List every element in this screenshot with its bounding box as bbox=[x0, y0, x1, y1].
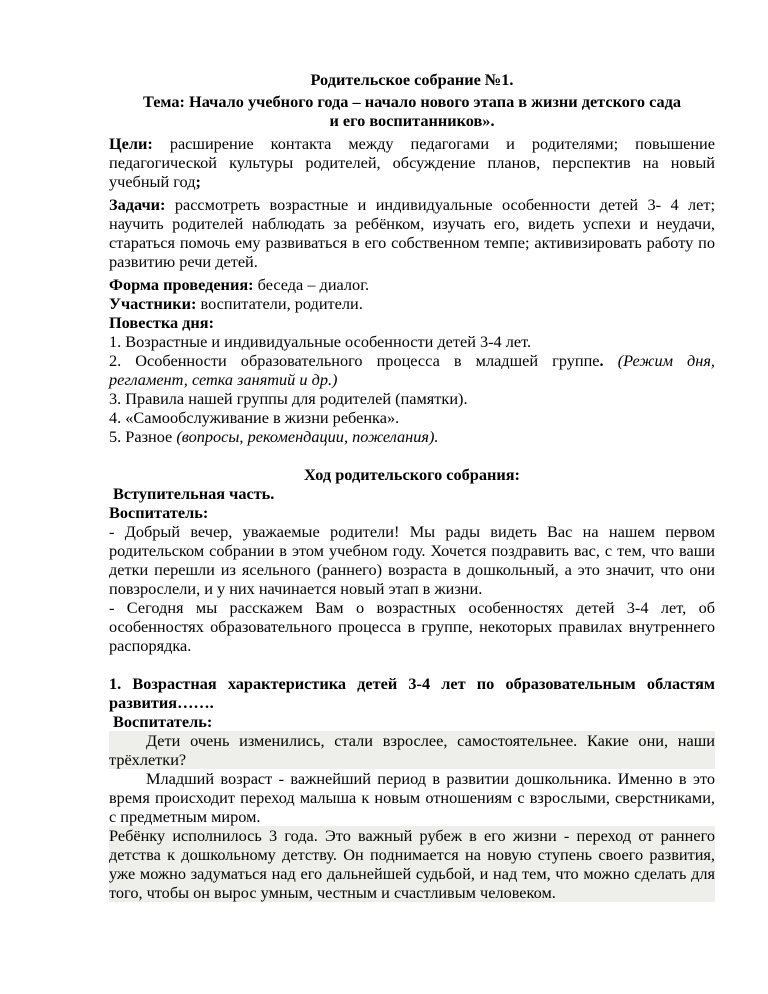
agenda-item-5-text: 5. Разное bbox=[109, 427, 177, 446]
participants-text: воспитатели, родители. bbox=[196, 294, 363, 313]
goals-label: Цели: bbox=[109, 134, 153, 153]
section-1-paragraph-1: Дети очень изменились, стали взрослее, самостоятельнее. Какие они, наши трёхлетки? bbox=[109, 731, 715, 769]
goals-paragraph bbox=[109, 134, 715, 191]
form-text: беседа – диалог. bbox=[253, 275, 370, 294]
intro-heading: Вступительная часть. bbox=[113, 484, 275, 503]
theme-line-1: Тема: Начало учебного года – начало нового этапа в жизни детского сада bbox=[142, 92, 682, 111]
form-label: Форма проведения: bbox=[109, 275, 254, 294]
section-1-paragraph-3: Ребёнку исполнилось 3 года. Это важный рубеж в его жизни - переход от раннего детства к дошкольному детству. Он поднимается на новую ступень своего развития, уже можно задуматься над его дальнейшей судьбой, и над тем, что можно сделать для того, чтобы он вырос умным, честным и счастливым человеком. bbox=[109, 826, 715, 902]
agenda-item-2-dot: . bbox=[599, 351, 604, 370]
participants-paragraph bbox=[109, 294, 715, 313]
section-1-heading: 1. Возрастная характеристика детей 3-4 лет по образовательным областям развития……. bbox=[109, 674, 715, 712]
intro-paragraph-2: - Сегодня мы расскажем Вам о возрастных особенностях детей 3-4 лет, об особенностях образовательного процесса в группе, некоторых правилах внутреннего распорядка. bbox=[109, 598, 715, 655]
theme-line-2: и его воспитанников». bbox=[329, 111, 495, 130]
goals-end: ; bbox=[195, 172, 201, 191]
agenda-item-5 bbox=[109, 427, 715, 446]
agenda-item-2 bbox=[109, 351, 715, 389]
agenda-heading: Повестка дня: bbox=[109, 313, 215, 332]
document-title: Родительское собрание №1. bbox=[310, 70, 514, 89]
speaker-label-2: Воспитатель: bbox=[113, 712, 213, 731]
tasks-label: Задачи: bbox=[109, 195, 166, 214]
agenda-item-2-text: 2. Особенности образовательного процесса в младшей группе bbox=[109, 351, 600, 370]
tasks-text: рассмотреть возрастные и индивидуальные особенности детей 3- 4 лет; научить родителей наблюдать за ребёнком, изучать его, видеть успехи и неудачи, стараться помочь ему развиваться в его собственном темпе; активизировать работу по развитию речи детей. bbox=[109, 195, 715, 271]
document-body bbox=[109, 70, 715, 902]
agenda-item-3: 3. Правила нашей группы для родителей (памятки). bbox=[109, 389, 468, 408]
agenda-item-2-note: (Режим дня, регламент, сетка занятий и др.) bbox=[109, 351, 716, 389]
form-paragraph bbox=[109, 275, 715, 294]
agenda-item-4: 4. «Самообслуживание в жизни ребенка». bbox=[109, 408, 400, 427]
progress-heading: Ход родительского собрания: bbox=[304, 465, 520, 484]
participants-label: Участники: bbox=[109, 294, 197, 313]
goals-text: расширение контакта между педагогами и родителями; повышение педагогической культуры родителей, обсуждение планов, перспектив на новый учебный год bbox=[109, 134, 715, 191]
intro-paragraph-1: - Добрый вечер, уважаемые родители! Мы рады видеть Вас на нашем первом родительском собрании в этом учебном году. Хочется поздравить вас, с тем, что ваши детки перешли из ясельного (раннего) возраста в дошкольный, а это значит, что они повзрослели, и у них начинается новый этап в жизни. bbox=[109, 522, 715, 598]
tasks-paragraph bbox=[109, 195, 715, 271]
speaker-label-1: Воспитатель: bbox=[109, 503, 209, 522]
agenda-item-1: 1. Возрастные и индивидуальные особенности детей 3-4 лет. bbox=[109, 332, 532, 351]
agenda-item-5-note: (вопросы, рекомендации, пожелания). bbox=[176, 427, 439, 446]
section-1-paragraph-2: Младший возраст - важнейший период в развитии дошкольника. Именно в это время происходит переход малыша к новым отношениям с взрослыми, сверстниками, с предметным миром. bbox=[109, 769, 715, 826]
